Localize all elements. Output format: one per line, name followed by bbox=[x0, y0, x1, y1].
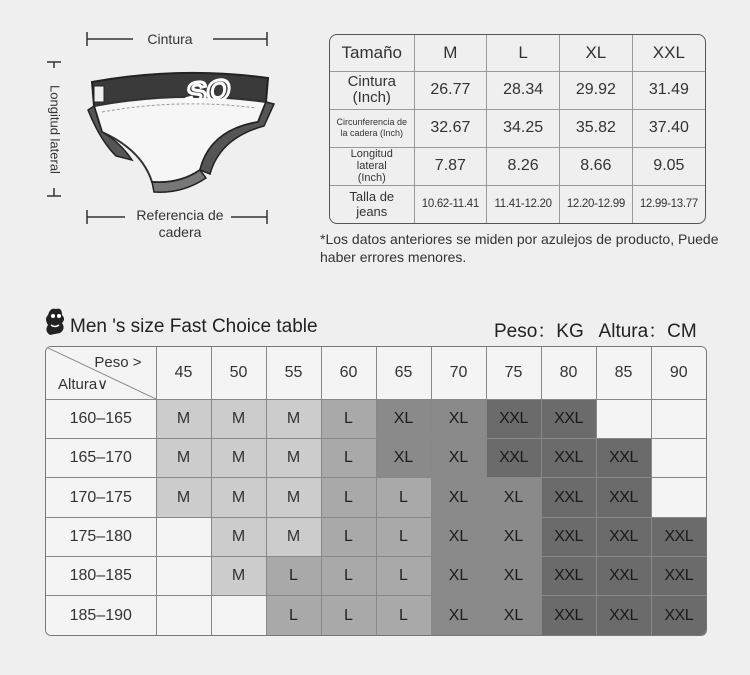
size-cell: L bbox=[321, 399, 376, 438]
size-cell: L bbox=[321, 517, 376, 556]
weight-header-cell: 50 bbox=[211, 347, 266, 399]
size-cell: XL bbox=[376, 439, 431, 478]
waist-label: Cintura bbox=[147, 31, 193, 47]
empty-size-cell bbox=[596, 399, 651, 438]
size-cell: XXL bbox=[596, 517, 651, 556]
size-cell: M bbox=[211, 478, 266, 517]
size-cell: XXL bbox=[486, 399, 541, 438]
value-cell: 35.82 bbox=[560, 109, 633, 147]
corner-cell bbox=[46, 347, 156, 399]
size-cell: L bbox=[321, 478, 376, 517]
size-cell: XXL bbox=[651, 596, 706, 635]
value-cell: 8.66 bbox=[560, 147, 633, 185]
height-range-cell: 185–190 bbox=[46, 596, 156, 635]
fast-choice-header-row bbox=[46, 347, 706, 399]
side-length-label: Longitud lateral bbox=[47, 85, 63, 174]
value-cell: 31.49 bbox=[632, 71, 705, 109]
size-cell: M bbox=[211, 439, 266, 478]
value-cell: 11.41-12.20 bbox=[487, 185, 560, 223]
value-cell: 34.25 bbox=[487, 109, 560, 147]
size-cell: L bbox=[376, 517, 431, 556]
size-cell: XXL bbox=[486, 439, 541, 478]
size-cell: L bbox=[321, 556, 376, 595]
size-cell: L bbox=[376, 556, 431, 595]
size-cell: M bbox=[266, 517, 321, 556]
value-cell: 7.87 bbox=[414, 147, 487, 185]
fast-choice-row bbox=[46, 596, 706, 635]
size-cell: XXL bbox=[596, 439, 651, 478]
size-cell: M bbox=[156, 439, 211, 478]
weight-header-cell: 85 bbox=[596, 347, 651, 399]
size-cell: XXL bbox=[596, 596, 651, 635]
size-cell: L bbox=[321, 439, 376, 478]
size-header-cell: L bbox=[487, 35, 560, 71]
height-range-cell: 160–165 bbox=[46, 399, 156, 438]
fast-choice-row bbox=[46, 556, 706, 595]
size-cell: XXL bbox=[596, 556, 651, 595]
fast-choice-row bbox=[46, 517, 706, 556]
waistband-logo-text: SO bbox=[185, 73, 232, 111]
empty-size-cell bbox=[156, 517, 211, 556]
size-header-cell: XL bbox=[560, 35, 633, 71]
size-cell: XXL bbox=[651, 556, 706, 595]
row-label-waist: Cintura (Inch) bbox=[330, 71, 414, 109]
size-cell: XL bbox=[431, 478, 486, 517]
size-header-cell: M bbox=[414, 35, 487, 71]
height-range-cell: 175–180 bbox=[46, 517, 156, 556]
size-cell: XL bbox=[431, 439, 486, 478]
size-cell: XXL bbox=[541, 439, 596, 478]
empty-size-cell bbox=[651, 478, 706, 517]
empty-size-cell bbox=[156, 556, 211, 595]
row-label-jeans-size: Talla de jeans bbox=[330, 185, 414, 223]
weight-header-cell: 65 bbox=[376, 347, 431, 399]
size-cell: XL bbox=[486, 517, 541, 556]
value-cell: 9.05 bbox=[632, 147, 705, 185]
size-cell: XXL bbox=[596, 478, 651, 517]
size-cell: L bbox=[376, 596, 431, 635]
size-cell: XXL bbox=[541, 517, 596, 556]
size-cell: XXL bbox=[541, 399, 596, 438]
empty-size-cell bbox=[651, 399, 706, 438]
value-cell: 26.77 bbox=[414, 71, 487, 109]
empty-size-cell bbox=[156, 596, 211, 635]
fast-choice-row bbox=[46, 478, 706, 517]
size-table-row bbox=[330, 147, 705, 185]
size-cell: XL bbox=[486, 556, 541, 595]
height-range-cell: 180–185 bbox=[46, 556, 156, 595]
size-cell: XL bbox=[431, 556, 486, 595]
weight-header-cell: 70 bbox=[431, 347, 486, 399]
size-table-row bbox=[330, 109, 705, 147]
weight-header-cell: 45 bbox=[156, 347, 211, 399]
height-range-cell: 170–175 bbox=[46, 478, 156, 517]
height-range-cell: 165–170 bbox=[46, 439, 156, 478]
size-cell: XL bbox=[376, 399, 431, 438]
value-cell: 12.99-13.77 bbox=[632, 185, 705, 223]
fast-choice-row bbox=[46, 399, 706, 438]
fast-choice-title: Men 's size Fast Choice table bbox=[70, 316, 318, 337]
size-cell: XL bbox=[431, 596, 486, 635]
value-cell: 37.40 bbox=[632, 109, 705, 147]
size-table-header-row bbox=[330, 35, 705, 71]
size-cell: XXL bbox=[651, 517, 706, 556]
size-cell: M bbox=[211, 517, 266, 556]
value-cell: 8.26 bbox=[487, 147, 560, 185]
size-cell: L bbox=[266, 596, 321, 635]
fast-choice-units: Peso：KG Altura：CM bbox=[494, 321, 697, 342]
value-cell: 10.62-11.41 bbox=[414, 185, 487, 223]
value-cell: 12.20-12.99 bbox=[560, 185, 633, 223]
size-cell: XXL bbox=[541, 556, 596, 595]
empty-size-cell bbox=[211, 596, 266, 635]
size-cell: M bbox=[266, 439, 321, 478]
size-cell: M bbox=[156, 478, 211, 517]
value-cell: 28.34 bbox=[487, 71, 560, 109]
size-cell: M bbox=[266, 478, 321, 517]
size-cell: XL bbox=[486, 478, 541, 517]
size-cell: XL bbox=[486, 596, 541, 635]
weight-header-cell: 60 bbox=[321, 347, 376, 399]
value-cell: 32.67 bbox=[414, 109, 487, 147]
row-label-hip: Circunferencia de la cadera (Inch) bbox=[330, 109, 414, 147]
size-cell: M bbox=[211, 556, 266, 595]
weight-header-cell: 55 bbox=[266, 347, 321, 399]
mascot-icon bbox=[42, 305, 68, 339]
size-header-cell: XXL bbox=[632, 35, 705, 71]
hip-reference-label: Referencia de cadera bbox=[136, 207, 224, 240]
size-cell: M bbox=[156, 399, 211, 438]
corner-weight-label: Peso > bbox=[94, 354, 142, 371]
size-cell: M bbox=[266, 399, 321, 438]
weight-header-cell: 90 bbox=[651, 347, 706, 399]
size-cell: L bbox=[321, 596, 376, 635]
size-cell: XXL bbox=[541, 596, 596, 635]
weight-header-cell: 80 bbox=[541, 347, 596, 399]
size-cell: XXL bbox=[541, 478, 596, 517]
row-label-side-length: Longitud lateral (Inch) bbox=[330, 147, 414, 185]
size-cell: L bbox=[266, 556, 321, 595]
measurement-note: *Los datos anteriores se miden por azulejos de producto, Puede haber errores menores. bbox=[320, 231, 719, 265]
size-measurement-table bbox=[329, 34, 706, 224]
size-table-row bbox=[330, 185, 705, 223]
fast-choice-row bbox=[46, 439, 706, 478]
corner-height-label: Altura∨ bbox=[58, 375, 109, 393]
size-table-row bbox=[330, 71, 705, 109]
weight-header-cell: 75 bbox=[486, 347, 541, 399]
size-cell: L bbox=[376, 478, 431, 517]
briefs-illustration bbox=[80, 60, 280, 200]
size-cell: XL bbox=[431, 399, 486, 438]
fast-choice-table bbox=[45, 346, 707, 636]
size-cell: M bbox=[211, 399, 266, 438]
value-cell: 29.92 bbox=[560, 71, 633, 109]
empty-size-cell bbox=[651, 439, 706, 478]
size-cell: XL bbox=[431, 517, 486, 556]
size-header-cell: Tamaño bbox=[330, 35, 414, 71]
